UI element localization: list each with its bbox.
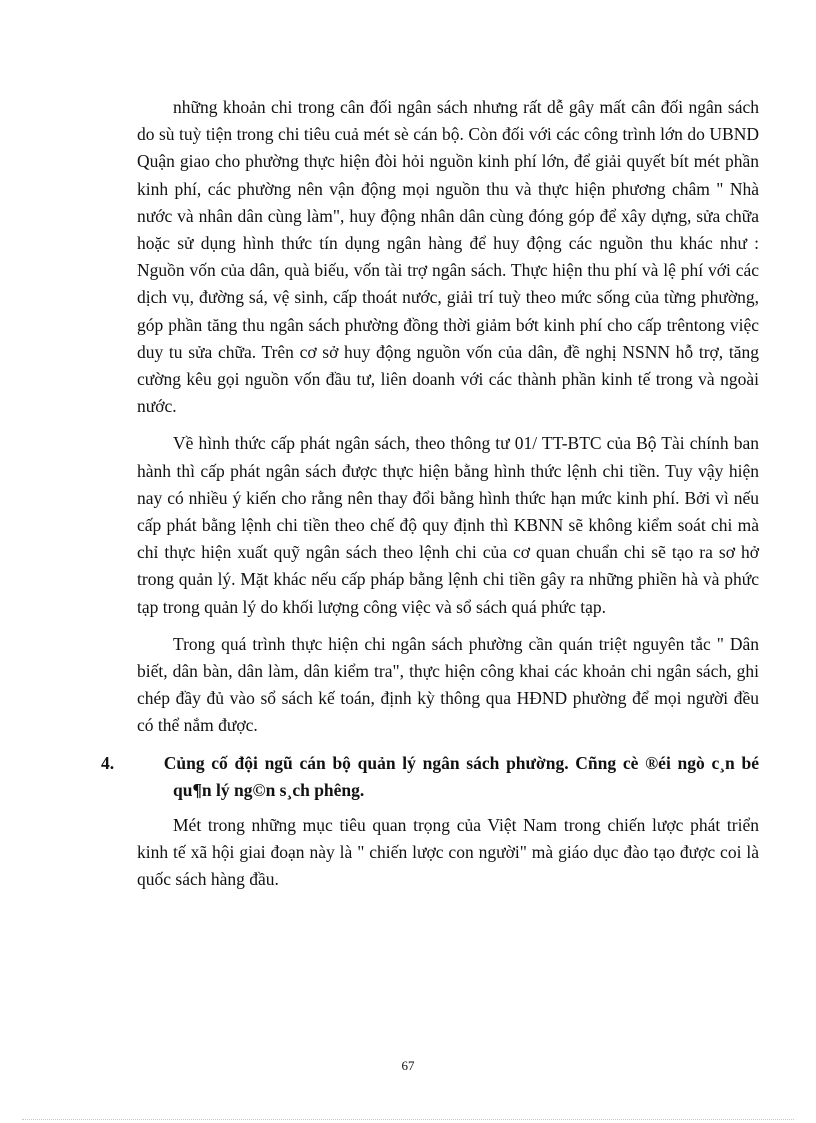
page-bottom-divider xyxy=(22,1119,794,1120)
section-heading xyxy=(101,750,760,804)
paragraph-allocation-form: Về hình thức cấp phát ngân sách, theo thông tư 01/ TT-BTC của Bộ Tài chính ban hành thì cấp phát ngân sách được thực hiện bằng hình thức lệnh chi tiền. Tuy vậy hiện nay có nhiều ý kiến cho rằng nên thay đổi bằng hình thức hạn mức kinh phí. Bởi vì nếu cấp phát bằng lệnh chi tiền theo chế độ quy định thì KBNN sẽ không kiểm soát chi mà chỉ thực hiện xuất quỹ ngân sách theo lệnh chi của cơ quan chuẩn chi sẽ tạo ra sơ hở trong quản lý. Mặt khác nếu cấp pháp bằng lệnh chi tiền gây ra những phiền hà và phức tạp trong quản lý do khối lượng công việc và sổ sách quá phức tạp. xyxy=(137,433,759,617)
page-number: 67 xyxy=(401,1058,415,1073)
paragraph-transparency: Trong quá trình thực hiện chi ngân sách phường cần quán triệt nguyên tắc " Dân biết, dân bàn, dân làm, dân kiểm tra", thực hiện công khai các khoản chi ngân sách, ghi chép đầy đủ vào sổ sách kế toán, định kỳ thông qua HĐND phường để mọi người đều có thể nắm được. xyxy=(137,633,759,736)
paragraph-budget-balance: những khoản chi trong cân đối ngân sách nhưng rất dễ gây mất cân đối ngân sách do sù tuỳ tiện trong chi tiêu cuả mét sè cán bộ. Còn đối với các công trình lớn do UBND Quận giao cho phường thực hiện đòi hỏi nguồn kinh phí lớn, để giải quyết bít mét phần kinh phí, các phường nên vận động mọi nguồn thu và thực hiện phương châm " Nhà nước và nhân dân cùng làm", huy động nhân dân cùng đóng góp để xây dựng, sửa chữa hoặc sử dụng hình thức tín dụng ngân hàng để huy động các nguồn thu khác như : Nguồn vốn của dân, quà biếu, vốn tài trợ ngân sách. Thực hiện thu phí và lệ phí với các dịch vụ, đường sá, vệ sinh, cấp thoát nước, giải trí tuỳ theo mức sống của từng phường, góp phần tăng thu ngân sách phường đồng thời giảm bớt kinh phí cho cấp trêntong việc duy tu sửa chữa. Trên cơ sở huy động nguồn vốn của dân, đề nghị NSNN hỗ trợ, tăng cường kêu gọi nguồn vốn đầu tư, liên doanh với các thành phần kinh tế trong và ngoài nước. xyxy=(137,97,759,417)
section-title: Củng cố đội ngũ cán bộ quản lý ngân sách phường. Cñng cè ®éi ngò c¸n bé qu¶n lý ng©n s¸ch phêng. xyxy=(163,752,760,800)
section-number: 4. xyxy=(101,752,115,773)
page-body xyxy=(101,94,760,903)
paragraph-human-strategy: Mét trong những mục tiêu quan trọng của Việt Nam trong chiến lược phát triển kinh tế xã hội giai đoạn này là " chiến lược con người" mà giáo dục đào tạo được coi là quốc sách hàng đầu. xyxy=(137,814,759,890)
